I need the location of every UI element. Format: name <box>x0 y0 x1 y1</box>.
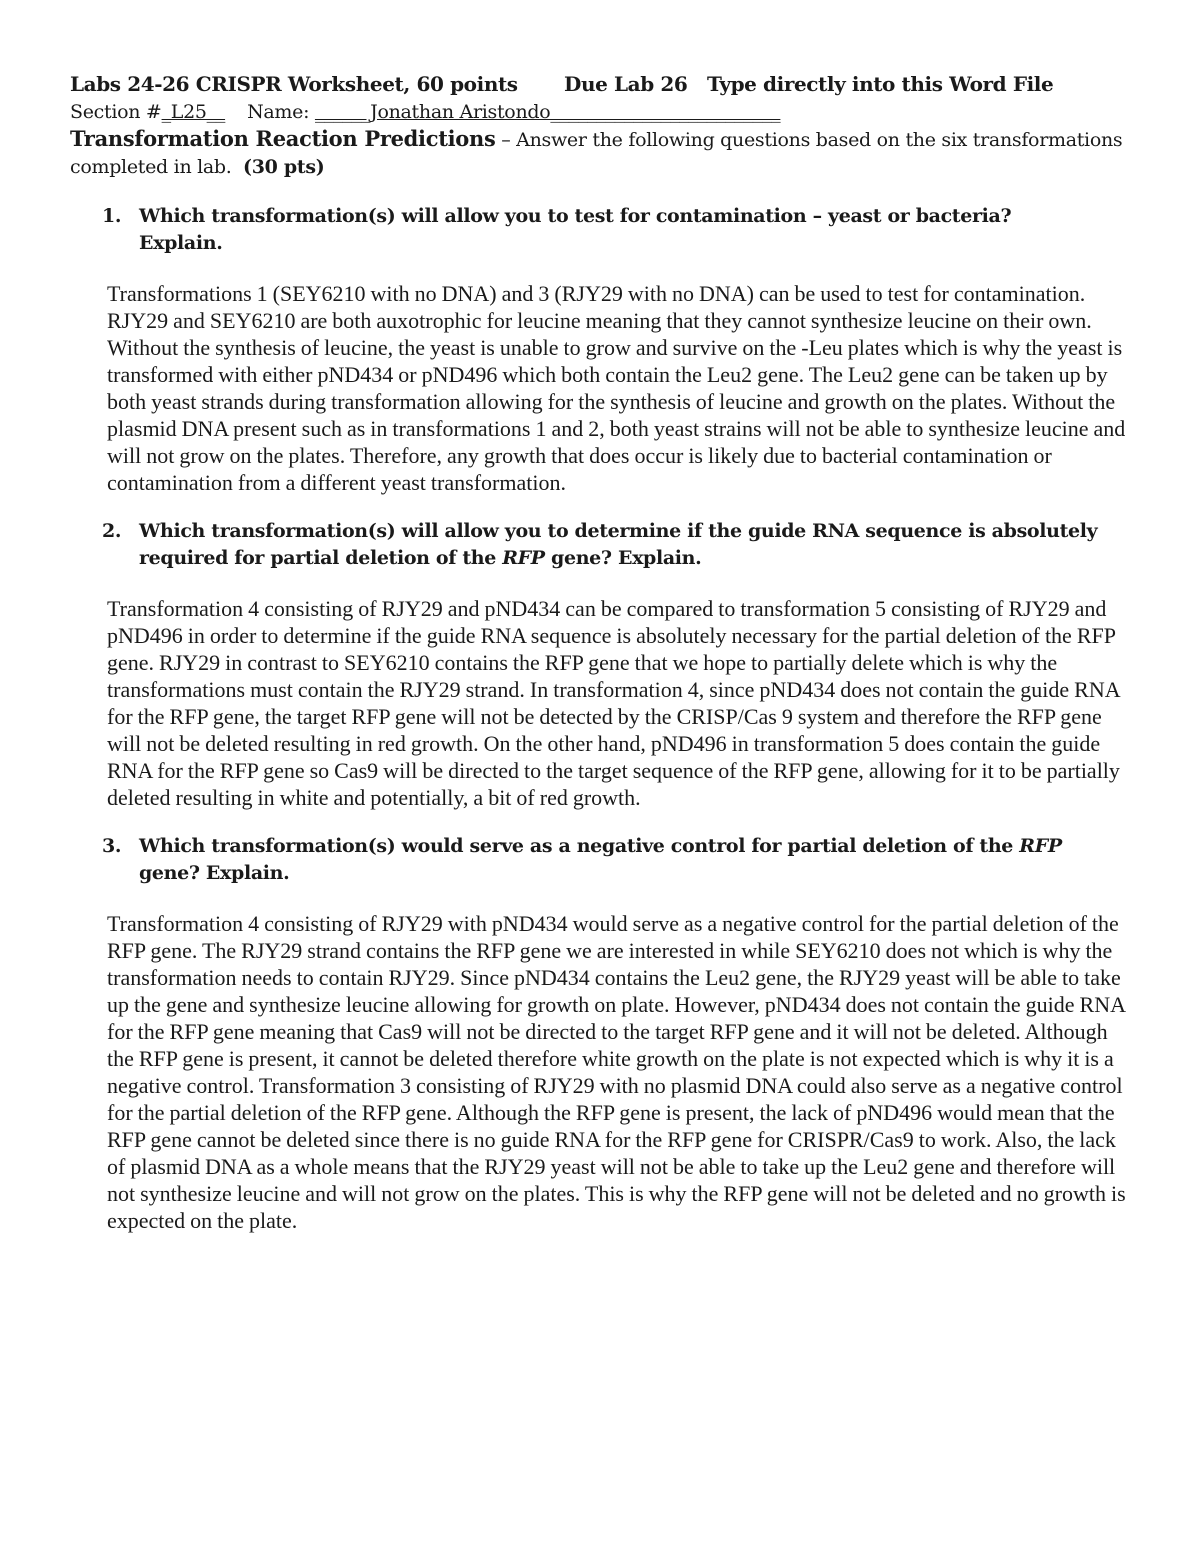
answer-2[interactable]: Transformation 4 consisting of RJY29 and pND434 can be compared to transformation 5 consisting of RJY29 and pND496 in order to determine if the guide RNA sequence is absolutely necessary for the partial deletion of the RFP gene. RJY29 in contrast to SEY6210 contains the RFP gene that we hope to partially delete which is why the transformations must contain the RJY29 strand. In transformation 4, since pND434 does not contain the guide RNA for the RFP gene, the target RFP gene will not be detected by the CRISP/Cas 9 system and therefore the RFP gene will not be deleted resulting in red growth. On the other hand, pND496 in transformation 5 does contain the guide RNA for the RFP gene so Cas9 will be directed to the target sequence of the RFP gene, allowing for it to be partially deleted resulting in white and potentially, a bit of red growth. <box>107 596 1120 810</box>
name-field[interactable]: ______Jonathan Aristondo_________________________ <box>314 101 781 123</box>
answer-3[interactable]: Transformation 4 consisting of RJY29 with pND434 would serve as a negative control for the partial deletion of the RFP gene. The RJY29 strand contains the RFP gene we are interested in while SEY6210 does not which is why the transformation needs to contain RJY29. Since pND434 contains the Leu2 gene, the RJY29 yeast will be able to take up the gene and synthesize leucine allowing for growth on plate. However, pND434 does not contain the guide RNA for the RFP gene meaning that Cas9 will not be directed to the target RFP gene and it will not be deleted. Although the RFP gene is present, it cannot be deleted therefore white growth on the plate is not expected which is why it is a negative control. Transformation 3 consisting of RJY29 with no plasmid DNA could also serve as a negative control for the partial deletion of the RFP gene. Although the RFP gene is present, the lack of pND496 would mean that the RFP gene cannot be deleted since there is no guide RNA for the RFP gene for CRISPR/Cas9 to work. Also, the lack of plasmid DNA as a whole means that the RJY29 yeast will not be able to take up the Leu2 gene and therefore will not synthesize leucine and will not grow on the plates. This is why the RFP gene will not be deleted and no growth is expected on the plate. <box>107 911 1126 1233</box>
question-number: 2. <box>102 520 122 542</box>
due-note: Due Lab 26 Type directly into this Word File <box>564 72 1054 96</box>
question-text-part: Which transformation(s) would serve as a negative control for partial deletion of the <box>139 835 1020 857</box>
intro-text: – Answer the following questions based on the six transformations completed in lab. <box>70 129 1129 178</box>
question-text-part: gene? Explain. <box>544 547 702 569</box>
question-text-part: gene? Explain. <box>139 862 290 884</box>
answer-1[interactable]: Transformations 1 (SEY6210 with no DNA) and 3 (RJY29 with no DNA) can be used to test for contamination. RJY29 and SEY6210 are both auxotrophic for leucine meaning that they cannot synthesize leucine on their own. Without the synthesis of leucine, the yeast is unable to grow and survive on the -Leu plates which is why the yeast is transformed with either pND434 or pND496 which both contain the Leu2 gene. The Leu2 gene can be taken up by both yeast strands during transformation allowing for the synthesis of leucine and growth on the plates. Without the plasmid DNA present such as in transformations 1 and 2, both yeast strains will not be able to synthesize leucine and will not grow on the plates. Therefore, any growth that does occur is likely due to bacterial contamination or contamination from a different yeast transformation. <box>107 281 1126 495</box>
section-name-line <box>70 101 1130 123</box>
gene-name: RFP <box>1019 835 1062 857</box>
question-text-part: Which transformation(s) will allow you to determine if the guide RNA sequence is absolutely required for partial deletion of the <box>139 520 1098 569</box>
question-3 <box>70 833 1130 887</box>
gene-name: RFP <box>502 547 545 569</box>
question-number: 3. <box>102 835 122 857</box>
section-heading: Transformation Reaction Predictions <box>70 126 496 151</box>
worksheet-title: Labs 24-26 CRISPR Worksheet, 60 points <box>70 72 518 96</box>
question-text: Which transformation(s) will allow you to test for contamination – yeast or bacteria? Explain. <box>139 205 1012 254</box>
question-number: 1. <box>102 205 122 227</box>
section-label: Section # <box>70 101 162 123</box>
question-1 <box>70 203 1130 257</box>
worksheet-header <box>70 72 1130 98</box>
question-2 <box>70 518 1130 572</box>
question-text <box>139 833 1099 887</box>
name-label: Name: <box>247 101 310 123</box>
section-field[interactable]: _L25__ <box>161 101 226 123</box>
points-label: (30 pts) <box>243 156 325 178</box>
intro-paragraph <box>70 125 1130 181</box>
question-text <box>139 518 1099 572</box>
